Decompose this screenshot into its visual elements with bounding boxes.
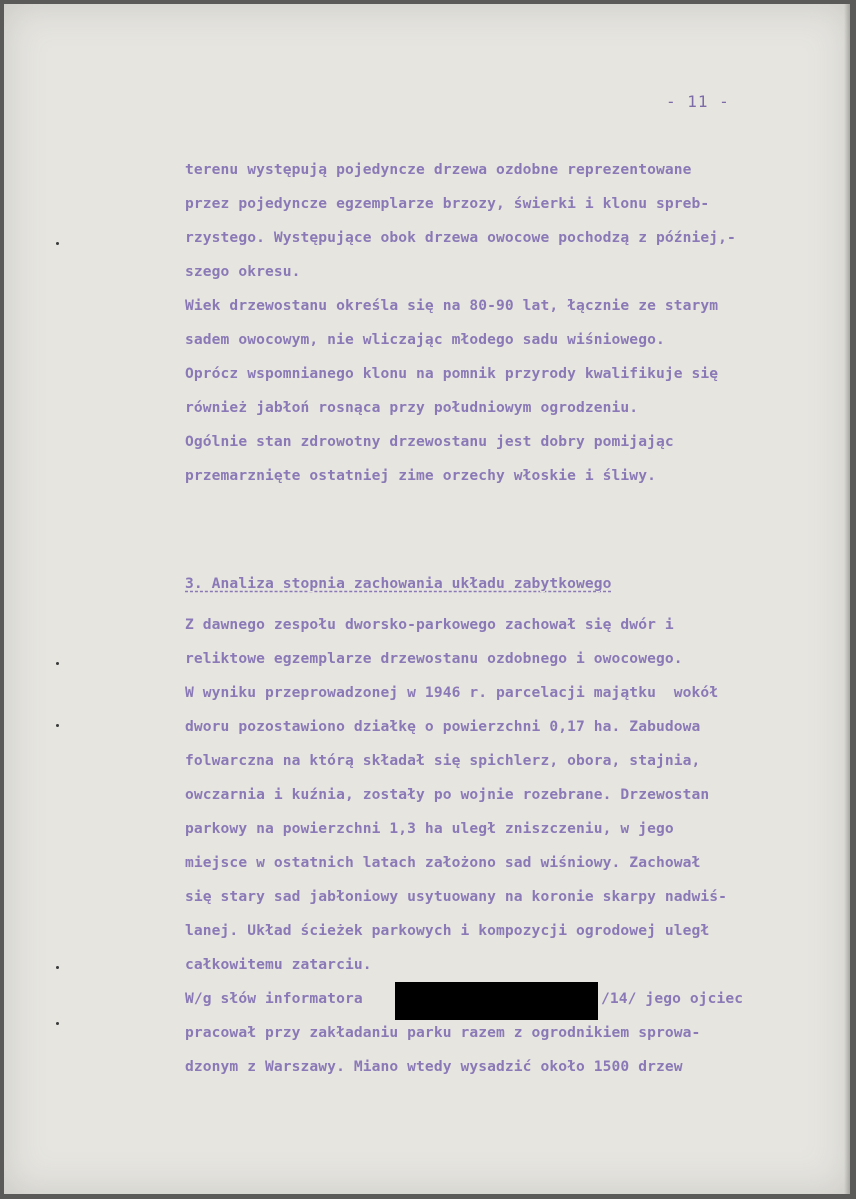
text-line: dworu pozostawiono działkę o powierzchni 0,17 ha. Zabudowa [185, 718, 701, 735]
redaction-bar [395, 982, 598, 1020]
text-line: terenu występują pojedyncze drzewa ozdobne reprezentowane [185, 161, 692, 178]
margin-dot [56, 242, 59, 245]
text-line: miejsce w ostatnich latach założono sad wiśniowy. Zachował [185, 854, 701, 871]
text-line: pracował przy zakładaniu parku razem z ogrodnikiem sprowa- [185, 1024, 701, 1041]
text-line: się stary sad jabłoniowy usytuowany na koronie skarpy nadwiś- [185, 888, 728, 905]
text-line: przez pojedyncze egzemplarze brzozy, świerki i klonu spreb- [185, 195, 710, 212]
informant-suffix: /14/ jego ojciec [601, 990, 744, 1007]
text-line: W wyniku przeprowadzonej w 1946 r. parcelacji majątku wokół [185, 684, 719, 701]
margin-dot [56, 724, 59, 727]
text-line: sadem owocowym, nie wliczając młodego sadu wiśniowego. [185, 331, 665, 348]
text-line: również jabłoń rosnąca przy południowym ogrodzeniu. [185, 399, 639, 416]
text-line: Ogólnie stan zdrowotny drzewostanu jest dobry pomijając [185, 433, 674, 450]
section-heading: 3. Analiza stopnia zachowania układu zabytkowego [185, 575, 612, 592]
page-number: - 11 - [666, 92, 730, 111]
text-line: przemarznięte ostatniej zime orzechy włoskie i śliwy. [185, 467, 656, 484]
text-line: folwarczna na którą składał się spichlerz, obora, stajnia, [185, 752, 701, 769]
margin-dot [56, 1022, 59, 1025]
text-line: Wiek drzewostanu określa się na 80-90 lat, łącznie ze starym [185, 297, 719, 314]
text-line: Z dawnego zespołu dworsko-parkowego zachował się dwór i [185, 616, 674, 633]
text-line: Oprócz wspomnianego klonu na pomnik przyrody kwalifikuje się [185, 365, 719, 382]
margin-dot [56, 966, 59, 969]
text-line: szego okresu. [185, 263, 301, 280]
text-line: owczarnia i kuźnia, zostały po wojnie rozebrane. Drzewostan [185, 786, 710, 803]
text-line: reliktowe egzemplarze drzewostanu ozdobnego i owocowego. [185, 650, 683, 667]
informant-prefix: W/g słów informatora [185, 990, 363, 1007]
text-line: całkowitemu zatarciu. [185, 956, 372, 973]
page-edge-shadow [844, 4, 850, 1194]
text-line: lanej. Układ ścieżek parkowych i kompozycji ogrodowej uległ [185, 922, 710, 939]
text-line: rzystego. Występujące obok drzewa owocowe pochodzą z później,- [185, 229, 736, 246]
text-line: dzonym z Warszawy. Miano wtedy wysadzić około 1500 drzew [185, 1058, 683, 1075]
text-line: parkowy na powierzchni 1,3 ha uległ zniszczeniu, w jego [185, 820, 674, 837]
margin-dot [56, 662, 59, 665]
document-page [4, 4, 850, 1194]
